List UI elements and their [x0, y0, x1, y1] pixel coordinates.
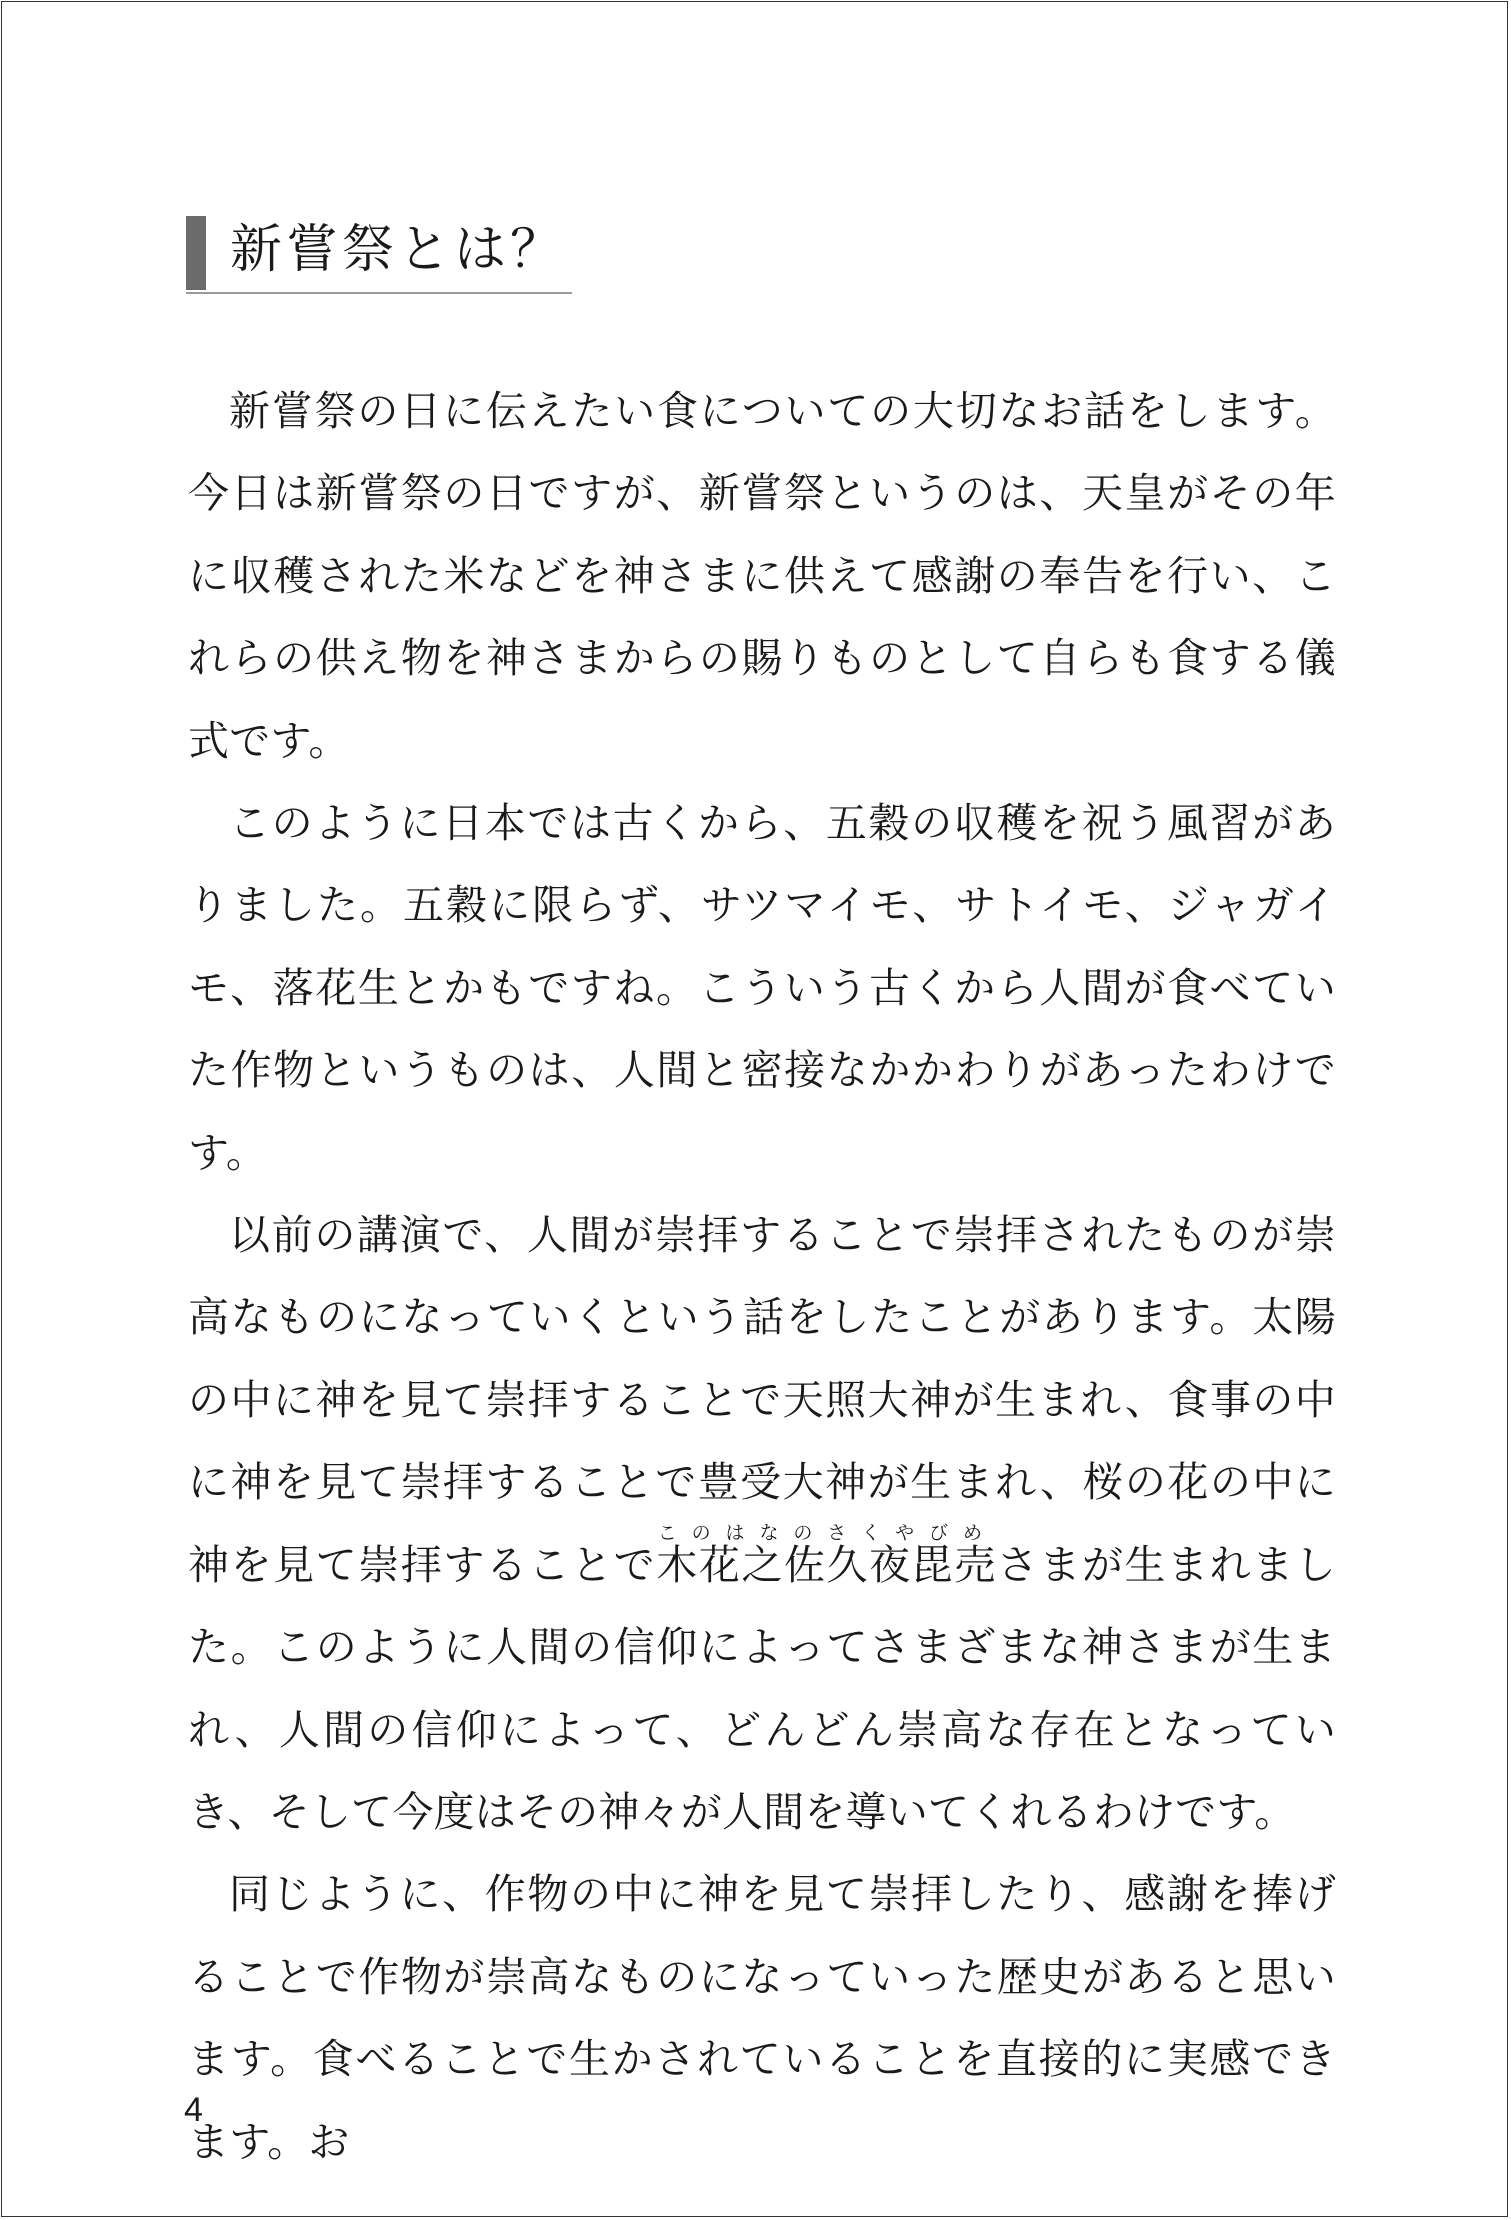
deity-name-reading: このはなのさくやびめ	[656, 1521, 996, 1544]
section-heading	[186, 212, 572, 294]
section-title: 新嘗祭とは？	[230, 220, 567, 280]
paragraph-1: 新嘗祭の日に伝えたい食についての大切なお話をします。今日は新嘗祭の日ですが、新嘗祭というのは、天皇がその年に収穫された米などを神さまに供えて感謝の奉告を行い、これらの供え物を神さまからの賜りものとして自らも食する儀式です。	[188, 387, 1336, 765]
page-number: 4	[184, 2091, 203, 2129]
deity-name-ruby	[656, 1521, 997, 1589]
paragraph-3-after: さまが生まれました。このように人間の信仰によってさまざまな神さまが生まれ、人間の信仰によって、どんどん崇高な存在となっていき、そして今度はその神々が人間を導いてくれるわけです。	[188, 1540, 1336, 1836]
paragraph-3	[188, 1194, 1336, 1853]
paragraph-4: 同じように、作物の中に神を見て崇拝したり、感謝を捧げることで作物が崇高なものになっていった歴史があると思います。食べることで生かされていることを直接的に実感できます。お	[188, 1870, 1336, 2166]
paragraph-2: このように日本では古くから、五穀の収穫を祝う風習がありました。五穀に限らず、サツマイモ、サトイモ、ジャガイモ、落花生とかもですね。こういう古くから人間が食べていた作物というものは、人間と密接なかかわりがあったわけです。	[188, 799, 1336, 1177]
deity-name: 木花之佐久夜毘売	[656, 1540, 997, 1589]
heading-accent-bar	[186, 216, 206, 290]
paragraph-3-before: 以前の講演で、人間が崇拝することで崇拝されたものが崇高なものになっていくという話をしたことがあります。太陽の中に神を見て崇拝することで天照大神が生まれ、食事の中に神を見て崇拝することで豊受大神が生まれ、桜の花の中に神を見て崇拝することで	[188, 1211, 1336, 1589]
body-text	[188, 370, 1336, 2183]
